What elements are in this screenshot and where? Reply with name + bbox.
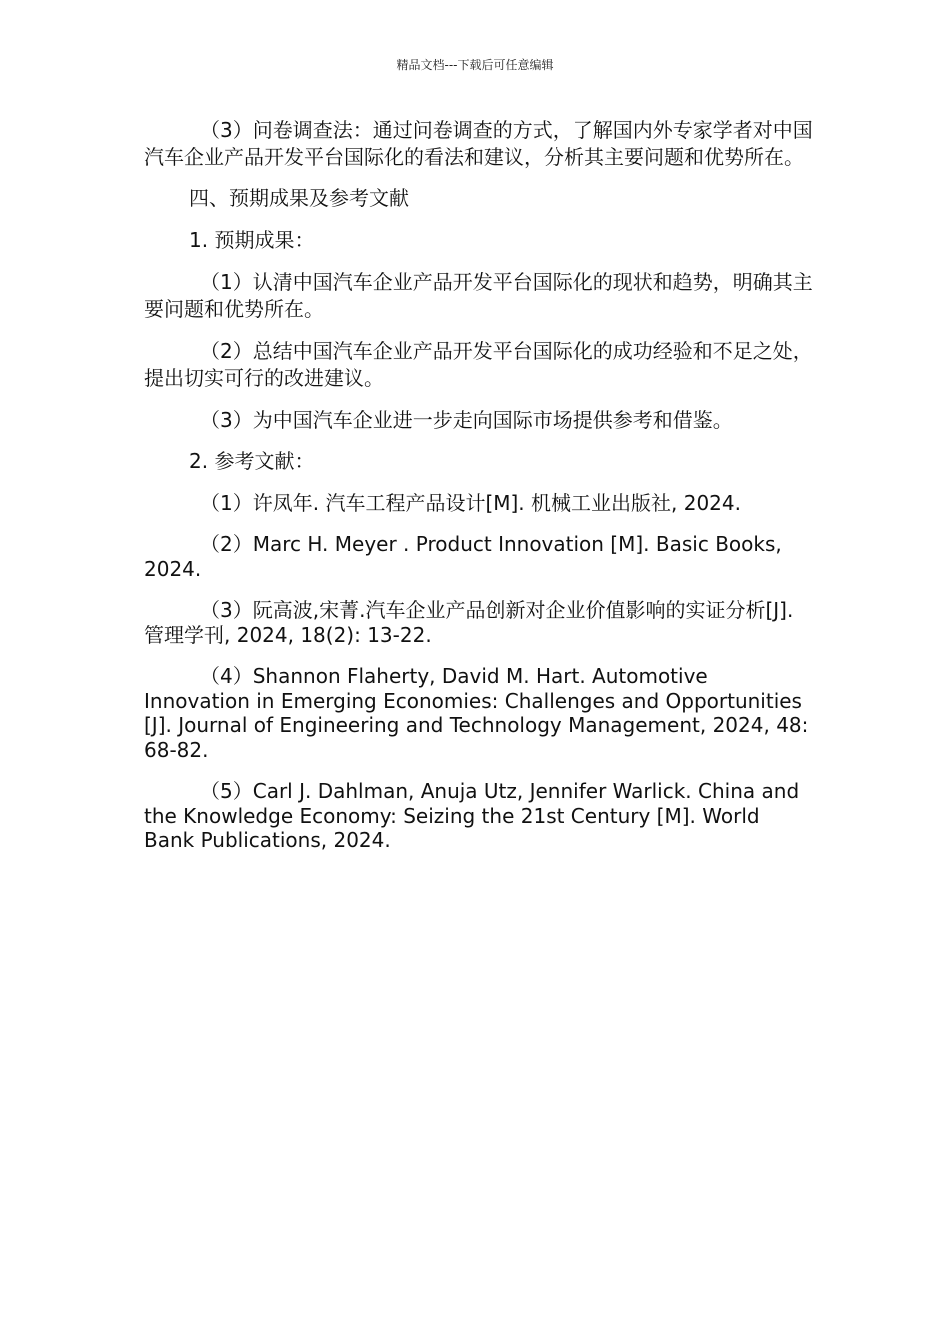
reference-item-3: （3）阮高波,宋菁.汽车企业产品创新对企业价值影响的实证分析[J]. 管理学刊, 2024, 18(2): 13-22. <box>144 598 794 647</box>
result-item-3: （3）为中国汽车企业进一步走向国际市场提供参考和借鉴。 <box>200 408 733 432</box>
expected-results-heading: 1. 预期成果： <box>189 227 315 252</box>
reference-item-2: （2）Marc H. Meyer . Product Innovation [M]. Basic Books, 2024. <box>144 532 782 581</box>
reference-item-4: （4）Shannon Flaherty, David M. Hart. Automotive Innovation in Emerging Economies: Challenges and Opportunities [J]. Journal of Engineering and Technology Management, 2024, 48: 68-82. <box>144 664 809 762</box>
result-item-2: （2）总结中国汽车企业产品开发平台国际化的成功经验和不足之处，提出切实可行的改进建议。 <box>144 339 813 390</box>
reference-item-5: （5）Carl J. Dahlman, Anuja Utz, Jennifer Warlick. China and the Knowledge Economy: Seizing the 21st Century [M]. World Bank Publications, 2024. <box>144 779 800 852</box>
reference-item-1: （1）许凤年. 汽车工程产品设计[M]. 机械工业出版社, 2024. <box>200 490 741 515</box>
survey-method-paragraph: （3）问卷调查法：通过问卷调查的方式，了解国内外专家学者对中国汽车企业产品开发平台国际化的看法和建议，分析其主要问题和优势所在。 <box>144 118 813 169</box>
document-body <box>144 117 816 870</box>
section-heading: 四、预期成果及参考文献 <box>189 186 409 210</box>
result-item-1: （1）认清中国汽车企业产品开发平台国际化的现状和趋势，明确其主要问题和优势所在。 <box>144 270 813 321</box>
page-header: 精品文档---下载后可任意编辑 <box>396 58 554 72</box>
references-heading: 2. 参考文献： <box>189 449 315 473</box>
